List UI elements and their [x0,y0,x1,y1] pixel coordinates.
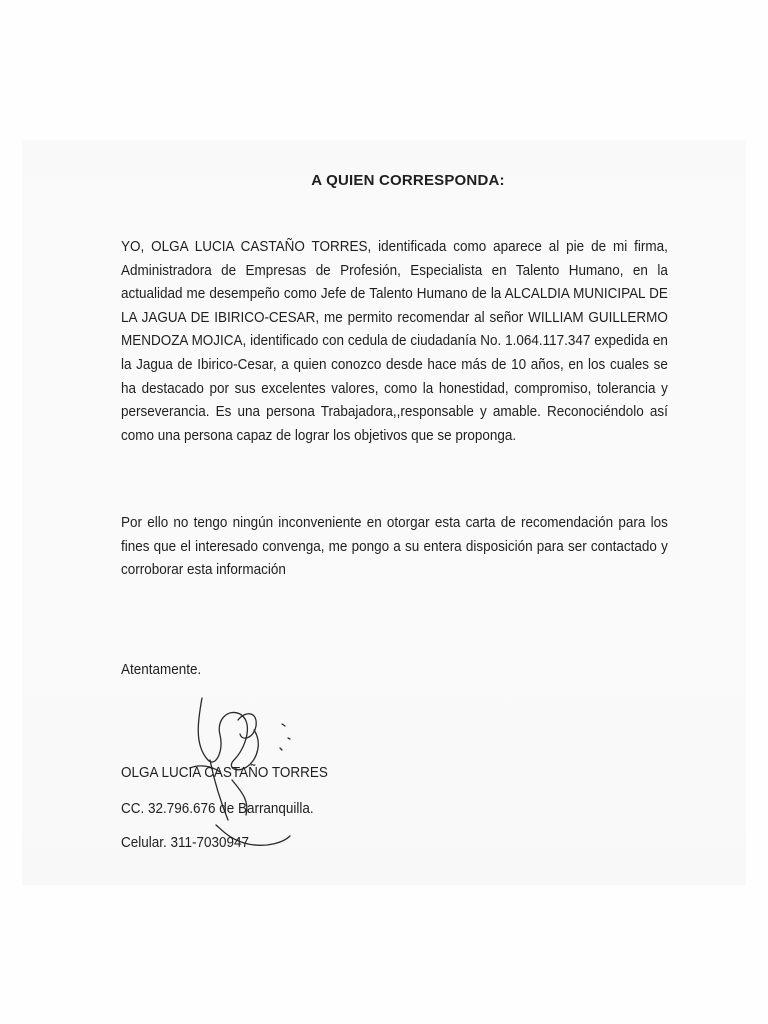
letter-title: A QUIEN CORRESPONDA: [311,172,505,189]
signer-id: CC. 32.796.676 de Barranquilla. [121,801,314,817]
body-paragraph-2: Por ello no tengo ningún inconveniente en otorgar esta carta de recomendación para los fines que el interesado convenga, me pongo a su entera disposición para ser contactado y corroborar esta información [121,515,668,579]
body-paragraph-1: YO, OLGA LUCIA CASTAÑO TORRES, identificada como aparece al pie de mi firma, Administradora de Empresas de Profesión, Especialista en Talento Humano, en la actualidad me desempeño como Jefe de Talento Humano de la ALCALDIA MUNICIPAL DE LA JAGUA DE IBIRICO-CESAR, me permito recomendar al señor WILLIAM GUILLERMO MENDOZA MOJICA, identificado con cedula de ciudadanía No. 1.064.117.347 expedida en la Jagua de Ibirico-Cesar, a quien conozco desde hace más de 10 años, en los cuales se ha destacado por sus excelentes valores, como la honestidad, compromiso, tolerancia y perseverancia. Es una persona Trabajadora,,responsable y amable. Reconociéndolo así como una persona capaz de lograr los objetivos que se proponga. [121,239,668,444]
closing-salutation: Atentamente. [121,662,202,678]
signer-phone: Celular. 311-7030947 [121,835,249,851]
signer-name: OLGA LUCIA CASTAÑO TORRES [121,765,328,781]
